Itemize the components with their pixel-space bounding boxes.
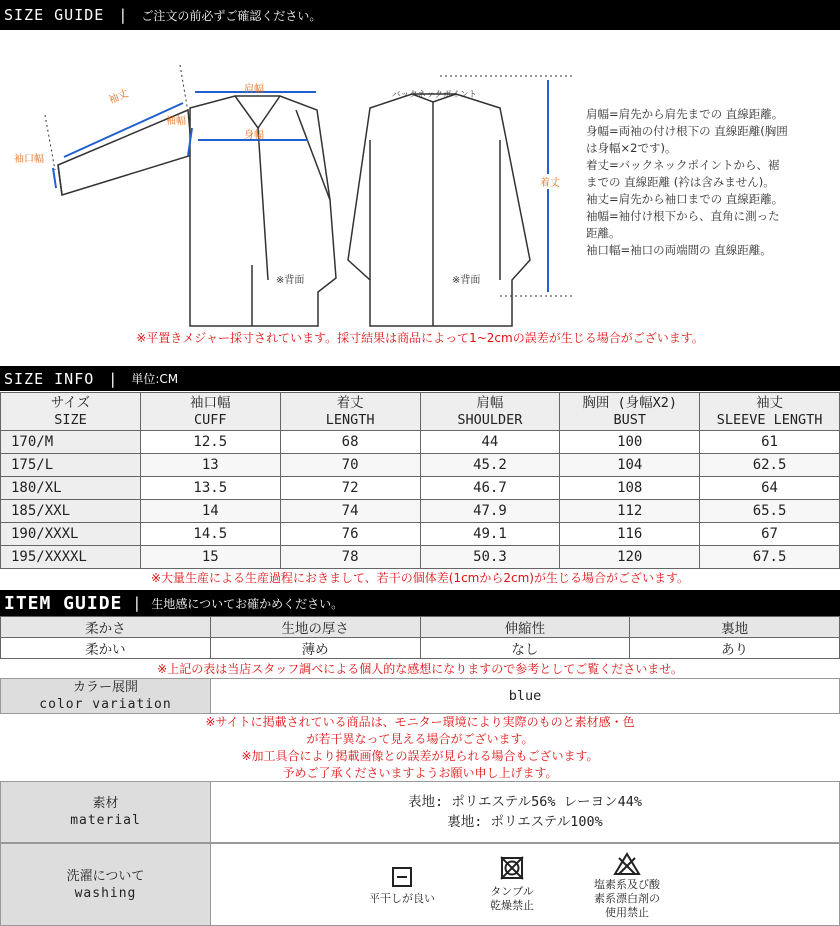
table-row — [1, 500, 840, 523]
material-label — [0, 781, 211, 843]
wash-label: 乾燥禁止 — [490, 899, 534, 912]
cell: 100 — [560, 431, 700, 454]
back-note-1: ※背面 — [276, 275, 305, 286]
cell: 104 — [560, 454, 700, 477]
cell: 67.5 — [700, 546, 840, 569]
material-label-jp: 素材 — [92, 796, 119, 811]
desc-line: 着丈=バックネックポイントから、裾 — [586, 158, 780, 172]
item-guide-subtitle: 生地感についてお確かめください。 — [151, 596, 344, 611]
size-variance-note: ※大量生産による生産過程におきまして、若干の個体差(1cmから2cm)が生じる場合がございます。 — [150, 571, 690, 585]
wash-label: タンブル — [490, 885, 534, 898]
color-value: blue — [508, 688, 542, 704]
header-sleeve: 袖丈 SLEEVE LENGTH — [700, 393, 840, 431]
cell: 67 — [700, 523, 840, 546]
desc-line: 袖幅=袖付け根下から、直角に測った — [586, 209, 780, 223]
wash-label: 使用禁止 — [605, 906, 649, 919]
display-note-line: ※加工具合により掲載画像との誤差が見られる場合もございます。 — [241, 749, 599, 763]
flat-dry-icon — [391, 866, 413, 888]
size-cell: 195/XXXXL — [1, 546, 141, 569]
cell: 120 — [560, 546, 700, 569]
table-row — [1, 477, 840, 500]
washing-label-en: washing — [74, 885, 137, 901]
attr-value: あり — [630, 638, 840, 659]
cell: 72 — [280, 477, 420, 500]
size-guide-title: SIZE GUIDE — [4, 6, 105, 24]
cell: 15 — [140, 546, 280, 569]
header-length: 着丈 LENGTH — [280, 393, 420, 431]
table-row — [1, 454, 840, 477]
size-cell: 180/XL — [1, 477, 141, 500]
flat-dry-item — [362, 866, 442, 906]
no-bleach-icon — [613, 852, 641, 876]
desc-line: 肩幅=肩先から肩先までの 直線距離。 — [586, 107, 784, 121]
wash-label: 平干しが良い — [369, 892, 435, 905]
size-cell: 175/L — [1, 454, 141, 477]
back-note-2: ※背面 — [452, 275, 481, 286]
cell: 13.5 — [140, 477, 280, 500]
attr-value: 柔かい — [1, 638, 211, 659]
size-cell: 185/XXL — [1, 500, 141, 523]
fabric-note: ※上記の表は当店スタッフ調べによる個人的な感想になりますので参考としてご覧くださいませ。 — [157, 662, 683, 676]
header-size: サイズ SIZE — [1, 393, 141, 431]
cell: 78 — [280, 546, 420, 569]
header-separator: | — [132, 594, 142, 612]
size-cell: 170/M — [1, 431, 141, 454]
desc-line: 袖口幅=袖口の両端間の 直線距離。 — [586, 243, 772, 257]
material-outer: 表地: ポリエステル56% レーヨン44% — [408, 794, 642, 810]
table-row — [1, 431, 840, 454]
measurement-note: ※平置きメジャー採寸されています。採寸結果は商品によって1~2cmの誤差が生じる場合がございます。 — [136, 331, 704, 345]
no-tumble-dry-item — [472, 855, 552, 913]
cell: 47.9 — [420, 500, 560, 523]
table-row — [1, 546, 840, 569]
cell: 45.2 — [420, 454, 560, 477]
label-sleeve: 袖丈 — [107, 88, 131, 107]
cell: 14 — [140, 500, 280, 523]
label-back-neck-point: バックネックポイント — [392, 90, 477, 100]
cell: 14.5 — [140, 523, 280, 546]
attr-header: 生地の厚さ — [210, 617, 420, 638]
display-note — [0, 714, 840, 782]
material-value-cell — [211, 781, 840, 843]
table-row — [1, 523, 840, 546]
display-note-line: ※サイトに掲載されている商品は、モニター環境により実際のものと素材感・色 — [205, 715, 635, 729]
cell: 65.5 — [700, 500, 840, 523]
cell: 12.5 — [140, 431, 280, 454]
cell: 76 — [280, 523, 420, 546]
attr-header: 伸縮性 — [420, 617, 630, 638]
display-note-line: 予めご了承くださいますようお願い申し上げます。 — [282, 766, 558, 780]
attr-value: なし — [420, 638, 630, 659]
size-guide-header — [0, 0, 840, 30]
cell: 108 — [560, 477, 700, 500]
label-bust: 身幅 — [244, 130, 264, 141]
size-table-header — [1, 393, 840, 431]
cell: 44 — [420, 431, 560, 454]
cuff-measure-line — [53, 168, 56, 188]
size-info-title: SIZE INFO — [4, 369, 95, 388]
label-cuff: 袖口幅 — [14, 154, 44, 165]
washing-label — [0, 843, 211, 926]
cell: 13 — [140, 454, 280, 477]
size-info-unit: 単位:CM — [131, 372, 179, 386]
header-cuff: 袖口幅 CUFF — [140, 393, 280, 431]
cell: 74 — [280, 500, 420, 523]
washing-label-jp: 洗濯について — [66, 868, 145, 884]
size-info-header — [0, 366, 840, 391]
desc-line: は身幅×2です)。 — [586, 141, 677, 155]
label-length: 着丈 — [540, 174, 560, 189]
material-lining: 裏地: ポリエステル100% — [447, 814, 603, 830]
item-guide-title: ITEM GUIDE — [4, 592, 123, 614]
cell: 62.5 — [700, 454, 840, 477]
cell: 70 — [280, 454, 420, 477]
desc-line: 身幅=両袖の付け根下の 直線距離(胸囲 — [586, 124, 788, 138]
attr-value-row — [1, 638, 840, 659]
size-cell: 190/XXXL — [1, 523, 141, 546]
label-shoulder: 肩幅 — [244, 84, 264, 95]
wash-label: 塩素系及び酸 — [594, 878, 660, 891]
cell: 46.7 — [420, 477, 560, 500]
color-label-jp: カラー展開 — [72, 680, 138, 695]
color-value-cell — [211, 678, 840, 714]
cell: 112 — [560, 500, 700, 523]
item-guide-header — [0, 590, 840, 616]
header-separator: | — [118, 6, 128, 24]
desc-line: までの 直線距離 (衿は含みません)。 — [586, 175, 775, 189]
display-note-line: が若干異なって見える場合がございます。 — [306, 732, 534, 746]
cell: 61 — [700, 431, 840, 454]
cell: 68 — [280, 431, 420, 454]
color-label — [0, 678, 211, 714]
desc-line: 袖丈=肩先から袖口までの 直線距離。 — [586, 192, 784, 206]
attr-header: 柔かさ — [1, 617, 211, 638]
header-bust: 胸囲 (身幅X2) BUST — [560, 393, 700, 431]
fabric-attributes-table — [0, 616, 840, 659]
cell: 116 — [560, 523, 700, 546]
cell: 50.3 — [420, 546, 560, 569]
header-shoulder: 肩幅 SHOULDER — [420, 393, 560, 431]
cell: 49.1 — [420, 523, 560, 546]
size-guide-subtitle: ご注文の前必ずご確認ください。 — [141, 8, 322, 23]
cell: 64 — [700, 477, 840, 500]
attr-header-row — [1, 617, 840, 638]
color-label-en: color variation — [39, 697, 172, 712]
attr-header: 裏地 — [630, 617, 840, 638]
size-table — [0, 392, 840, 569]
no-tumble-dry-icon — [499, 855, 525, 881]
measurement-descriptions — [586, 106, 836, 259]
desc-line: 距離。 — [586, 226, 621, 240]
wash-label: 素系漂白剤の — [594, 892, 660, 905]
label-arm: 袖幅 — [166, 116, 186, 127]
material-label-en: material — [70, 813, 141, 828]
attr-value: 薄め — [210, 638, 420, 659]
header-separator: | — [108, 369, 118, 388]
no-bleach-item — [582, 852, 672, 920]
